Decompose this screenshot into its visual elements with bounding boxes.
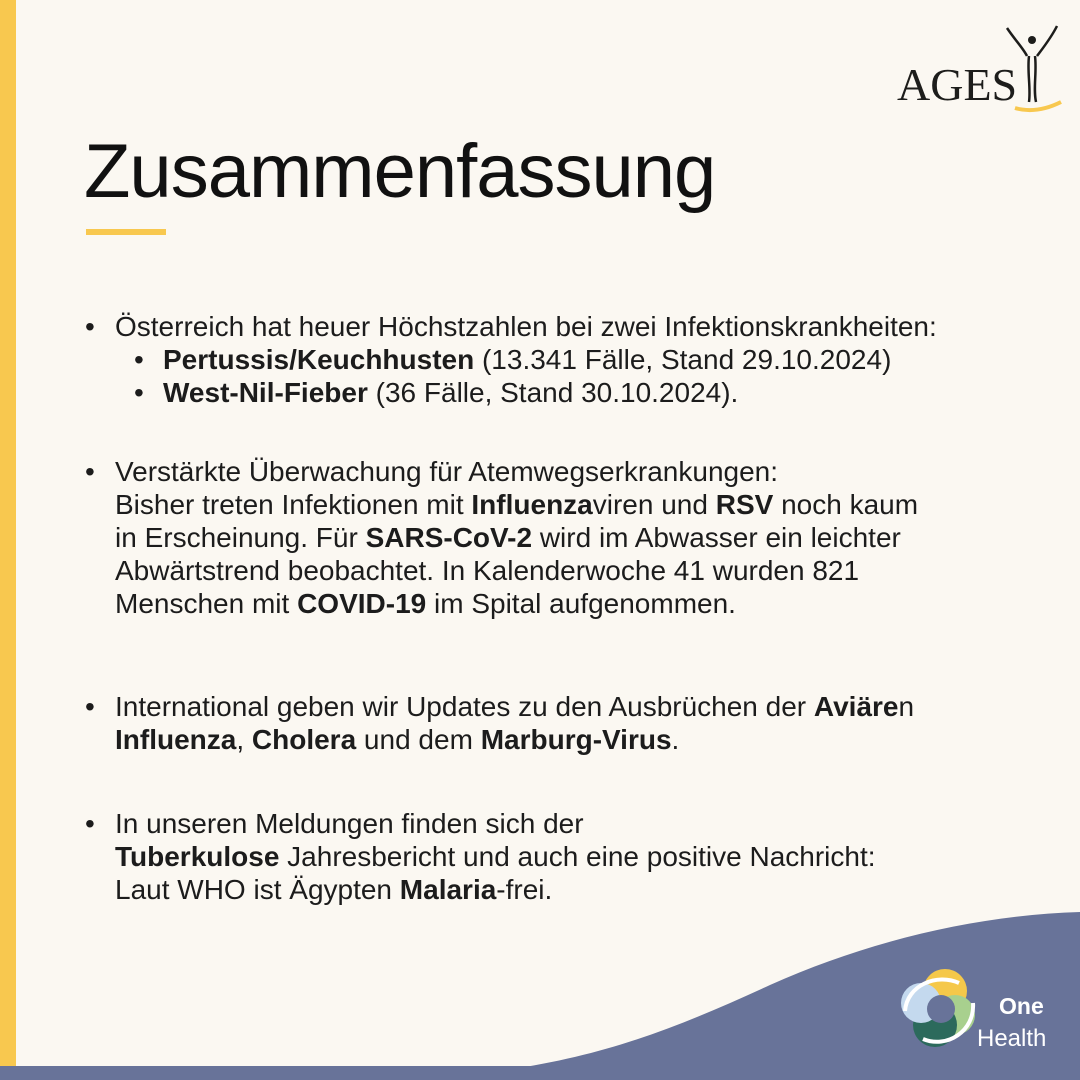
influenza-term: Influenza <box>115 724 237 755</box>
line <box>85 587 918 620</box>
line <box>85 690 914 723</box>
bullet-marker: • <box>85 456 95 487</box>
page-title: Zusammenfassung <box>84 129 716 214</box>
bullet-marker: • <box>85 808 95 839</box>
text-run: und dem <box>356 724 481 755</box>
title-underline <box>86 229 166 235</box>
ages-logo-text: AGES <box>897 59 1018 110</box>
sub-bullet-west-nile <box>85 376 937 409</box>
bullet-marker: • <box>85 311 95 342</box>
line <box>85 840 876 873</box>
line: In unseren Meldungen finden sich der <box>115 808 584 839</box>
sub-bullet-marker: • <box>134 377 144 408</box>
bullet-international-updates <box>85 690 914 756</box>
line <box>85 723 914 756</box>
one-health-word-one: One <box>999 993 1044 1019</box>
tuberculosis-term: Tuberkulose <box>115 841 280 872</box>
line <box>85 488 918 521</box>
text-run: . <box>671 724 680 755</box>
text-run: Jahresbericht und auch eine positive Nachricht: <box>279 841 876 872</box>
text-run: -frei. <box>496 874 553 905</box>
text-run: International geben wir Updates zu den Ausbrüchen der <box>115 691 814 722</box>
influenza-term: Influenza <box>471 489 593 520</box>
ages-logo <box>893 22 1063 122</box>
text-run: Laut WHO ist Ägypten <box>115 874 400 905</box>
text-run: Bisher treten Infektionen mit <box>115 489 472 520</box>
text-run: im Spital aufgenommen. <box>426 588 736 619</box>
human-figure-icon <box>1005 22 1065 120</box>
cholera-term: Cholera <box>251 724 357 755</box>
bullet-austria-records <box>85 310 937 409</box>
sub-bullet-marker: • <box>134 344 144 375</box>
bottom-band <box>0 1066 1080 1080</box>
sub-bullet-pertussis <box>85 343 937 376</box>
text-run: , <box>236 724 252 755</box>
bullet-respiratory-surveillance <box>85 455 918 620</box>
line: Abwärtstrend beobachtet. In Kalenderwoche 41 wurden 821 <box>115 555 860 586</box>
text-run: Menschen mit <box>115 588 298 619</box>
text-run: viren und <box>592 489 716 520</box>
pertussis-detail: (13.341 Fälle, Stand 29.10.2024) <box>474 344 892 375</box>
one-health-emblem-icon <box>897 963 987 1058</box>
line <box>85 873 876 906</box>
malaria-term: Malaria <box>399 874 497 905</box>
covid-19-term: COVID-19 <box>297 588 427 619</box>
text-run: noch kaum <box>773 489 919 520</box>
one-health-logo <box>897 963 1067 1058</box>
marburg-virus-term: Marburg-Virus <box>480 724 672 755</box>
one-health-word-health: Health <box>977 1025 1047 1052</box>
text-run: n <box>898 691 915 722</box>
bullet-text: Österreich hat heuer Höchstzahlen bei zwei Infektionskrankheiten: <box>115 311 937 342</box>
sars-cov-2-term: SARS-CoV-2 <box>365 522 533 553</box>
avian-term: Aviäre <box>813 691 899 722</box>
line: Verstärkte Überwachung für Atemwegserkrankungen: <box>115 456 779 487</box>
west-nile-label: West-Nil-Fieber <box>163 377 368 408</box>
bullet-reports <box>85 807 876 906</box>
west-nile-detail: (36 Fälle, Stand 30.10.2024). <box>367 377 739 408</box>
line <box>85 521 918 554</box>
text-run: wird im Abwasser ein leichter <box>532 522 901 553</box>
text-run: in Erscheinung. Für <box>115 522 366 553</box>
pertussis-label: Pertussis/Keuchhusten <box>163 344 475 375</box>
bullet-marker: • <box>85 691 95 722</box>
rsv-term: RSV <box>715 489 774 520</box>
